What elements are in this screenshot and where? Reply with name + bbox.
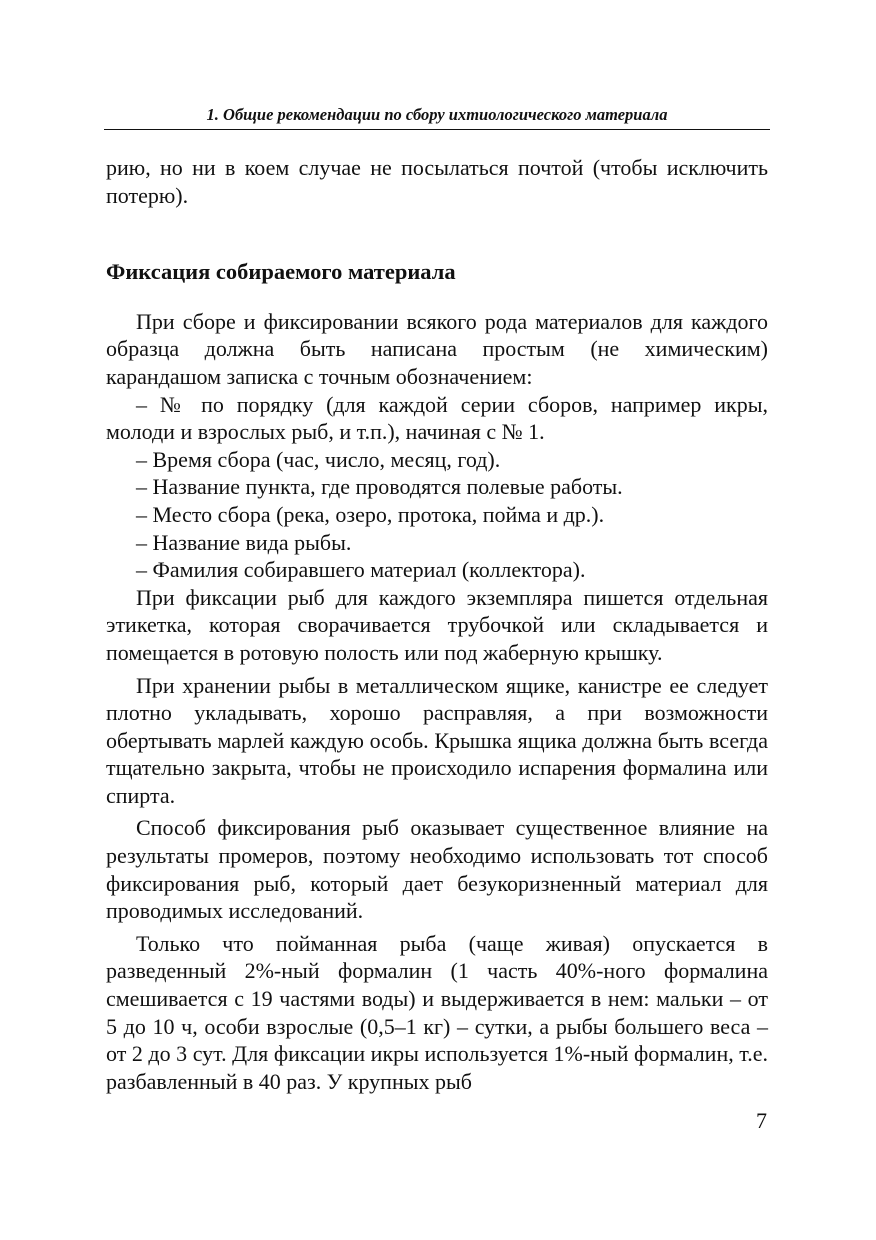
paragraph-intro: При сборе и фиксировании всякого рода материалов для каждого образца должна быть написана простым (не химическим) карандашом записка с точным обозначением: [106, 308, 768, 389]
list-item-collector: – Фамилия собиравшего материал (коллектора). [136, 557, 586, 583]
list-item-species: – Название вида рыбы. [136, 529, 352, 555]
continuation-paragraph: рию, но ни в коем случае не посылаться почтой (чтобы исключить потерю). [106, 155, 768, 208]
header-rule [104, 129, 770, 130]
list-item-place: – Место сбора (река, озеро, протока, пойма и др.). [136, 501, 605, 527]
paragraph-method: Способ фиксирования рыб оказывает существенное влияние на результаты промеров, поэтому необходимо использовать тот способ фиксирования рыб, который дает безукоризненный материал для проводимых исследований. [106, 815, 768, 924]
running-header: 1. Общие рекомендации по сбору ихтиологического материала [206, 105, 668, 124]
page-number: 7 [756, 1108, 767, 1133]
paragraph-storage: При хранении рыбы в металлическом ящике, канистре ее следует плотно укладывать, хорошо расправляя, а при возможности обертывать марлей каждую особь. Крышка ящика должна быть всегда тщательно закрыта, чтобы не происходило испарения формалина или спирта. [106, 672, 768, 808]
list-item-time: – Время сбора (час, число, месяц, год). [136, 446, 501, 472]
list-item-location-name: – Название пункта, где проводятся полевые работы. [136, 474, 623, 500]
paragraph-label: При фиксации рыб для каждого экземпляра пишется отдельная этикетка, которая сворачивается трубочкой или складывается и помещается в ротовую полость или под жаберную крышку. [106, 584, 768, 665]
section-title: Фиксация собираемого материала [106, 259, 456, 285]
paragraph-formalin: Только что пойманная рыба (чаще живая) опускается в разведенный 2%-ный формалин (1 часть 40%-ного формалина смешивается с 19 частями воды) и выдерживается в нем: мальки – от 5 до 10 ч, особи взрослые (0,5–1 кг) – сутки, а рыбы большего веса – от 2 до 3 сут. Для фиксации икры используется 1%-ный формалин, т.е. разбавленный в 40 раз. У крупных рыб [106, 930, 768, 1094]
page-body [106, 154, 768, 1095]
list-item-number: – № по порядку (для каждой серии сборов, например икры, молоди и взрослых рыб, и т.п.), начиная с № 1. [106, 391, 768, 445]
